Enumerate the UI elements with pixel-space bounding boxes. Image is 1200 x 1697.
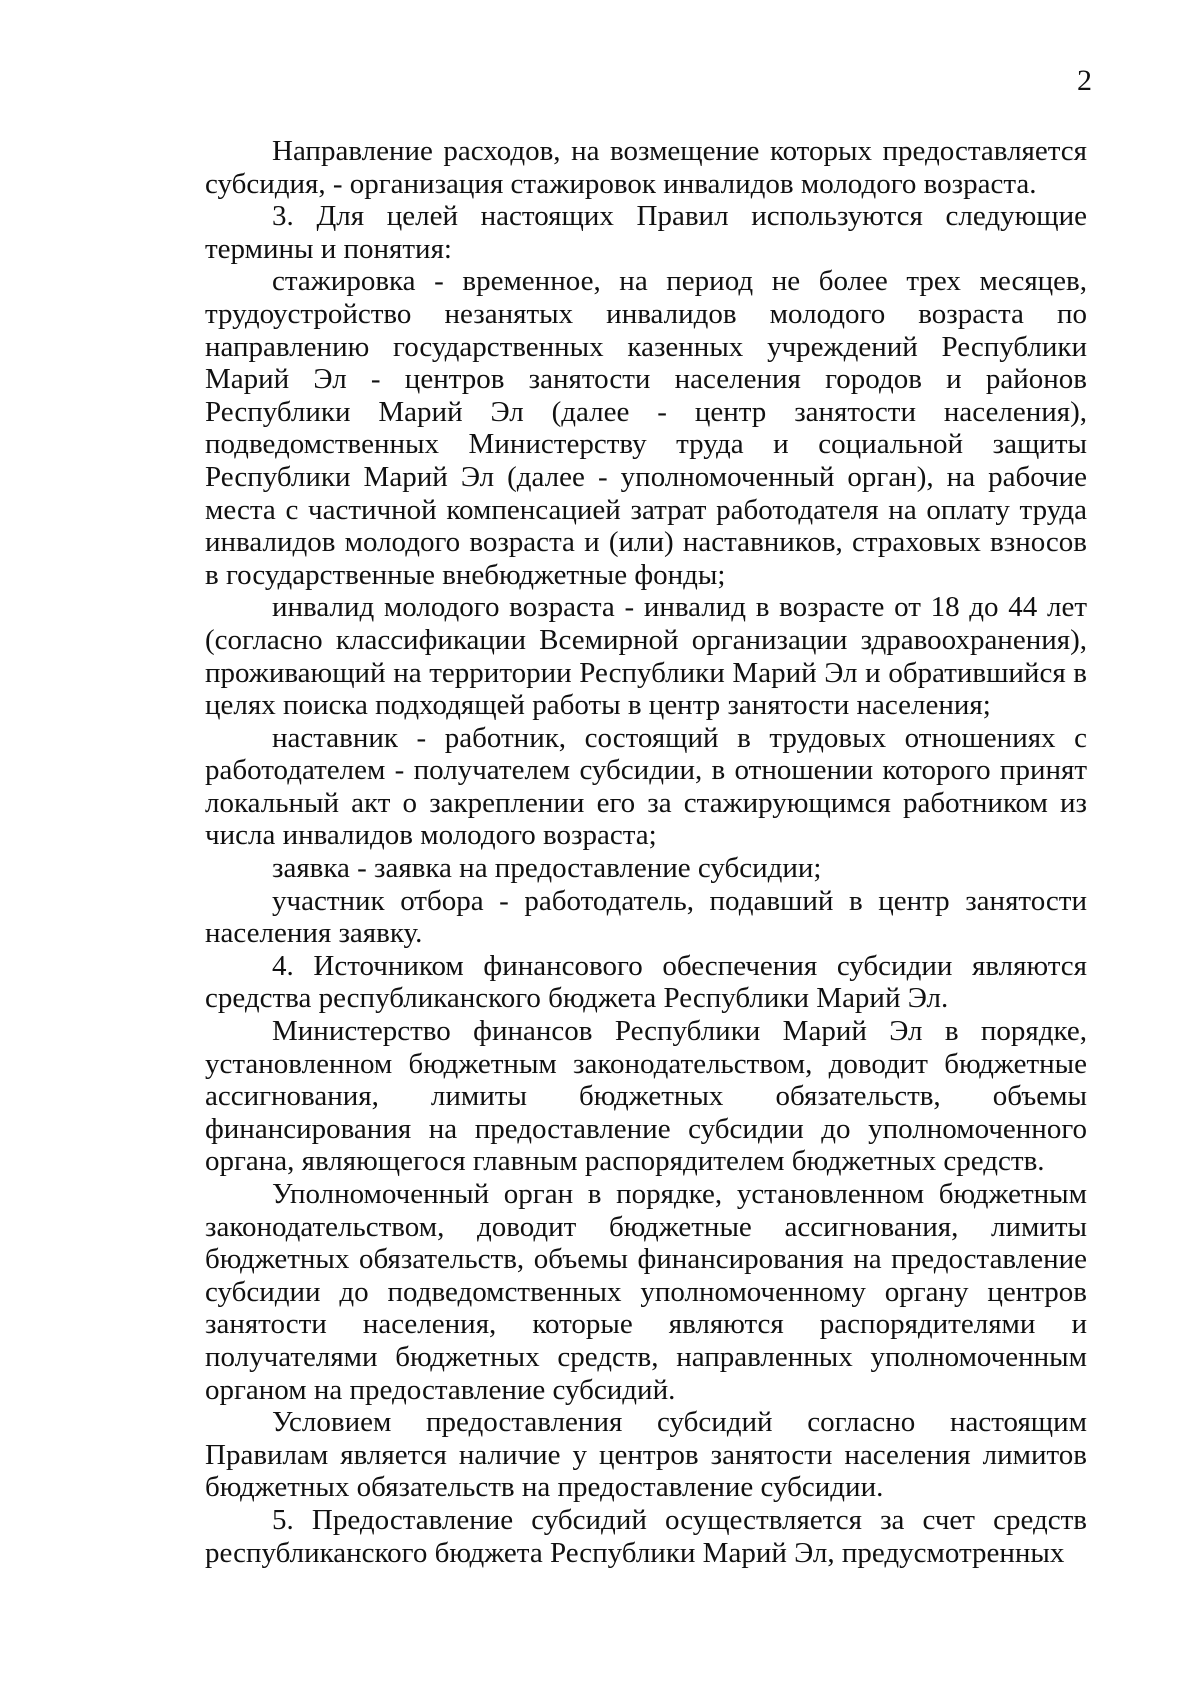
paragraph-finance-ministry: Министерство финансов Республики Марий Эл в порядке, установленном бюджетным законодательством, доводит бюджетные ассигнования, лимиты бюджетных обязательств, объемы финансирования на предоставление субсидии до уполномоченного органа, являющегося главным распорядителем бюджетных средств. (205, 1015, 1087, 1178)
paragraph-section-3-intro: 3. Для целей настоящих Правил используются следующие термины и понятия: (205, 200, 1087, 265)
paragraph-term-young-disabled: инвалид молодого возраста - инвалид в возрасте от 18 до 44 лет (согласно классификации Всемирной организации здравоохранения), проживающий на территории Республики Марий Эл и обратившийся в целях поиска подходящей работы в центр занятости населения; (205, 591, 1087, 722)
paragraph-term-mentor: наставник - работник, состоящий в трудовых отношениях с работодателем - получателем субсидии, в отношении которого принят локальный акт о закреплении его за стажирующимся работником из числа инвалидов молодого возраста; (205, 721, 1087, 852)
paragraph-section-5: 5. Предоставление субсидий осуществляется за счет средств республиканского бюджета Республики Марий Эл, предусмотренных (205, 1503, 1087, 1569)
paragraph-expense-direction: Направление расходов, на возмещение которых предоставляется субсидия, - организация стажировок инвалидов молодого возраста. (205, 135, 1087, 200)
paragraph-authorized-body: Уполномоченный орган в порядке, установленном бюджетным законодательством, доводит бюджетные ассигнования, лимиты бюджетных обязательств, объемы финансирования на предоставление субсидии до подведомственных уполномоченному органу центров занятости населения, которые являются распорядителями и получателями бюджетных средств, направленных уполномоченным органом на предоставление субсидий. (205, 1178, 1087, 1406)
paragraph-section-4-source: 4. Источником финансового обеспечения субсидии являются средства республиканского бюджета Республики Марий Эл. (205, 949, 1087, 1015)
paragraph-condition: Условием предоставления субсидий согласно настоящим Правилам является наличие у центров занятости населения лимитов бюджетных обязательств на предоставление субсидии. (205, 1406, 1087, 1504)
page-number: 2 (1077, 64, 1092, 97)
paragraph-term-internship: стажировка - временное, на период не более трех месяцев, трудоустройство незанятых инвалидов молодого возраста по направлению государственных казенных учреждений Республики Марий Эл - центров занятости населения городов и районов Республики Марий Эл (далее - центр занятости населения), подведомственных Министерству труда и социальной защиты Республики Марий Эл (далее - уполномоченный орган), на рабочие места с частичной компенсацией затрат работодателя на оплату труда инвалидов молодого возраста и (или) наставников, страховых взносов в государственные внебюджетные фонды; (205, 265, 1087, 591)
paragraph-term-application: заявка - заявка на предоставление субсидии; (272, 852, 822, 885)
paragraph-term-participant: участник отбора - работодатель, подавший в центр занятости населения заявку. (205, 884, 1087, 950)
document-body (205, 135, 1087, 1569)
